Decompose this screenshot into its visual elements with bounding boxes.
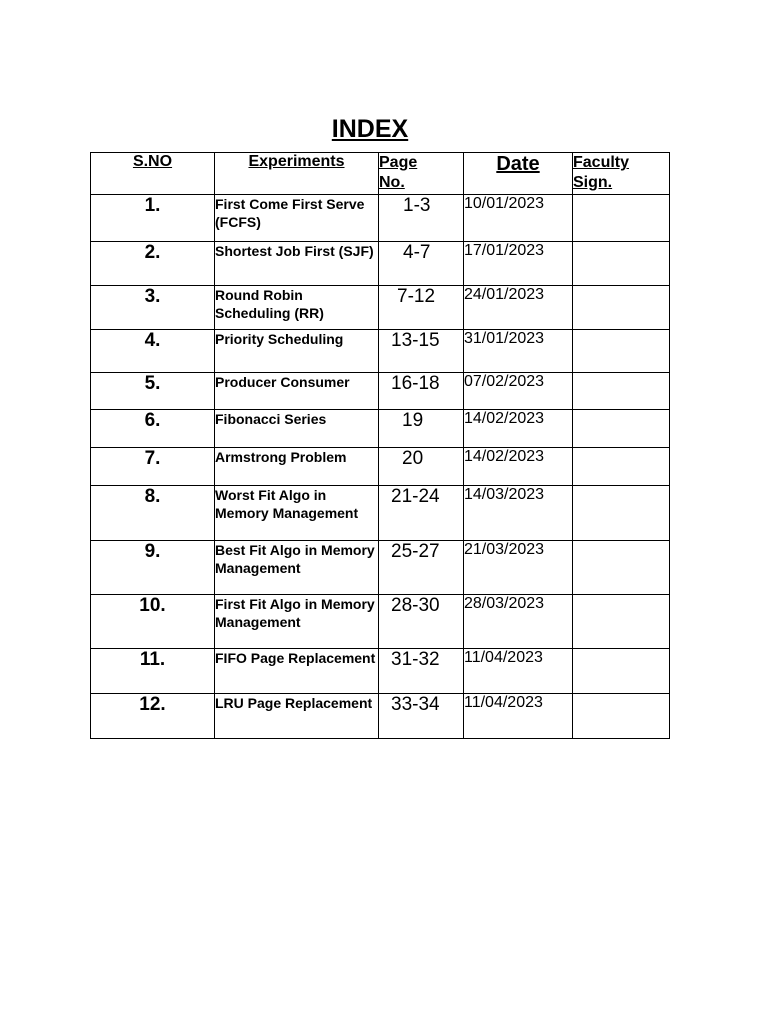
table-row xyxy=(91,649,670,694)
row-sno: 1. xyxy=(91,195,215,242)
row-experiment: Worst Fit Algo in Memory Management xyxy=(215,486,379,541)
row-faculty-sign xyxy=(573,649,670,694)
row-pages-cell xyxy=(379,410,464,448)
table-row xyxy=(91,242,670,286)
row-sno: 6. xyxy=(91,410,215,448)
row-experiment: Armstrong Problem xyxy=(215,448,379,486)
row-pages: 33-34 xyxy=(391,694,440,715)
row-faculty-sign xyxy=(573,694,670,739)
row-faculty-sign xyxy=(573,286,670,330)
row-experiment: Fibonacci Series xyxy=(215,410,379,448)
row-date: 24/01/2023 xyxy=(464,286,573,330)
row-pages-cell xyxy=(379,541,464,595)
header-faculty-line2: Sign. xyxy=(573,174,613,191)
row-experiment: Priority Scheduling xyxy=(215,330,379,373)
header-faculty-line1: Faculty xyxy=(573,154,630,171)
table-row xyxy=(91,410,670,448)
row-experiment: Best Fit Algo in Memory Management xyxy=(215,541,379,595)
row-sno: 8. xyxy=(91,486,215,541)
row-date: 31/01/2023 xyxy=(464,330,573,373)
row-pages: 1-3 xyxy=(403,195,431,216)
row-faculty-sign xyxy=(573,330,670,373)
header-experiments: Experiments xyxy=(215,153,379,195)
row-faculty-sign xyxy=(573,195,670,242)
row-sno: 11. xyxy=(91,649,215,694)
index-table xyxy=(90,152,670,739)
row-pages-cell xyxy=(379,448,464,486)
header-row xyxy=(91,153,670,195)
row-pages-cell xyxy=(379,694,464,739)
row-faculty-sign xyxy=(573,410,670,448)
row-sno: 4. xyxy=(91,330,215,373)
table-row xyxy=(91,694,670,739)
row-date: 14/03/2023 xyxy=(464,486,573,541)
table-row xyxy=(91,595,670,649)
row-sno: 2. xyxy=(91,242,215,286)
row-faculty-sign xyxy=(573,595,670,649)
row-experiment: Producer Consumer xyxy=(215,373,379,410)
table-row xyxy=(91,373,670,410)
row-pages-cell xyxy=(379,649,464,694)
row-pages: 25-27 xyxy=(391,541,440,562)
row-date: 14/02/2023 xyxy=(464,410,573,448)
row-date: 10/01/2023 xyxy=(464,195,573,242)
header-faculty-sign xyxy=(573,153,670,195)
table-row xyxy=(91,486,670,541)
row-sno: 9. xyxy=(91,541,215,595)
row-pages: 16-18 xyxy=(391,373,440,394)
header-sno: S.NO xyxy=(91,153,215,195)
row-faculty-sign xyxy=(573,541,670,595)
row-pages-cell xyxy=(379,486,464,541)
row-experiment: LRU Page Replacement xyxy=(215,694,379,739)
row-pages-cell xyxy=(379,373,464,410)
row-pages: 21-24 xyxy=(391,486,440,507)
row-sno: 10. xyxy=(91,595,215,649)
table-row xyxy=(91,330,670,373)
row-pages: 20 xyxy=(402,448,424,469)
row-faculty-sign xyxy=(573,242,670,286)
row-pages: 7-12 xyxy=(397,286,436,307)
row-experiment: FIFO Page Replacement xyxy=(215,649,379,694)
header-date: Date xyxy=(464,153,573,195)
row-pages-cell xyxy=(379,242,464,286)
row-experiment: Round Robin Scheduling (RR) xyxy=(215,286,379,330)
row-date: 11/04/2023 xyxy=(464,649,573,694)
row-experiment: Shortest Job First (SJF) xyxy=(215,242,379,286)
table-row xyxy=(91,541,670,595)
row-sno: 12. xyxy=(91,694,215,739)
row-date: 17/01/2023 xyxy=(464,242,573,286)
row-faculty-sign xyxy=(573,448,670,486)
row-pages-cell xyxy=(379,286,464,330)
row-faculty-sign xyxy=(573,486,670,541)
row-date: 21/03/2023 xyxy=(464,541,573,595)
row-sno: 5. xyxy=(91,373,215,410)
row-date: 07/02/2023 xyxy=(464,373,573,410)
row-pages: 4-7 xyxy=(403,242,431,263)
row-sno: 7. xyxy=(91,448,215,486)
table-row xyxy=(91,448,670,486)
header-page-line1: Page xyxy=(379,154,418,171)
row-pages-cell xyxy=(379,195,464,242)
row-pages: 13-15 xyxy=(391,330,440,351)
row-pages: 19 xyxy=(402,410,424,431)
row-pages-cell xyxy=(379,595,464,649)
header-page-no xyxy=(379,153,464,195)
row-pages: 31-32 xyxy=(391,649,440,670)
row-experiment: First Fit Algo in Memory Management xyxy=(215,595,379,649)
row-date: 11/04/2023 xyxy=(464,694,573,739)
row-faculty-sign xyxy=(573,373,670,410)
table-row xyxy=(91,195,670,242)
row-sno: 3. xyxy=(91,286,215,330)
row-date: 14/02/2023 xyxy=(464,448,573,486)
page-title: INDEX xyxy=(331,115,409,143)
row-pages-cell xyxy=(379,330,464,373)
row-date: 28/03/2023 xyxy=(464,595,573,649)
table-row xyxy=(91,286,670,330)
row-pages: 28-30 xyxy=(391,595,440,616)
header-page-line2: No. xyxy=(379,174,405,191)
row-experiment: First Come First Serve (FCFS) xyxy=(215,195,379,242)
